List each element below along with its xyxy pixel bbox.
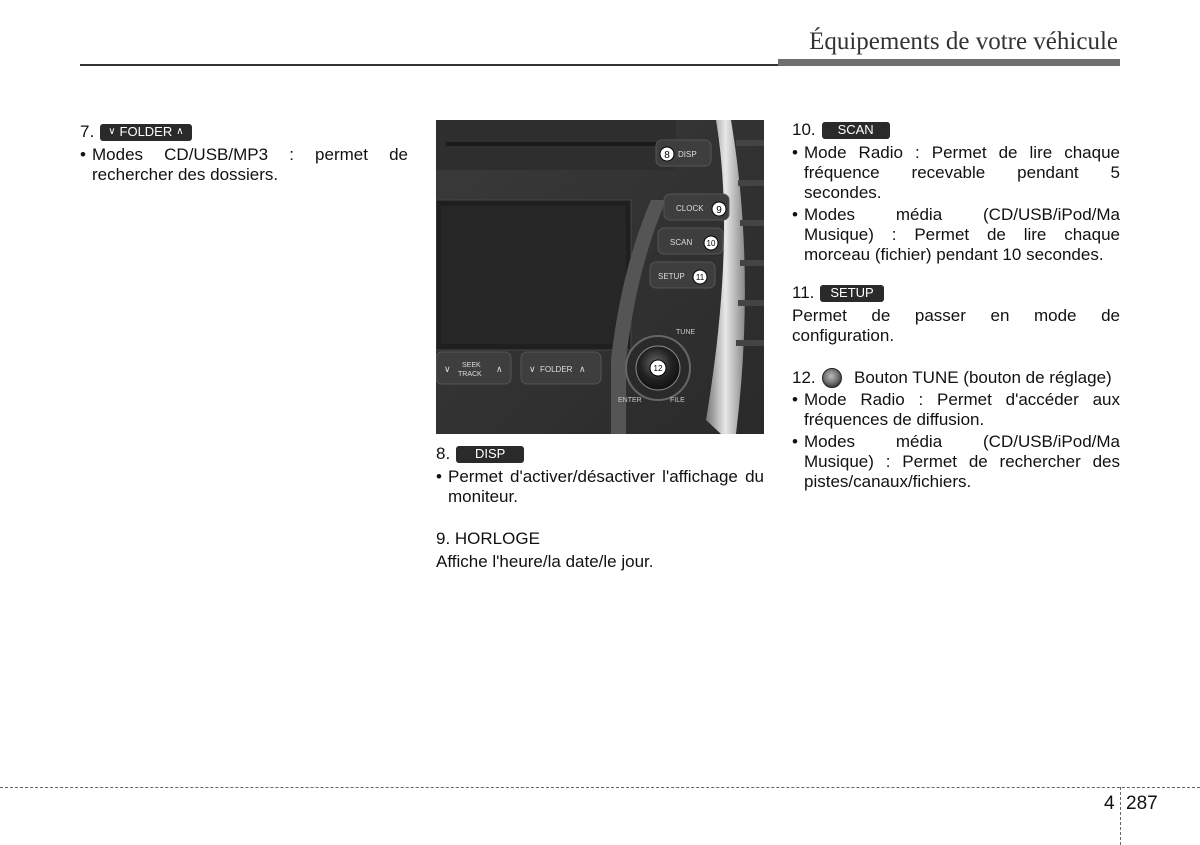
chevron-up-icon: ∧ — [176, 126, 184, 137]
footer-divider — [1120, 787, 1121, 845]
scan-button-label: SCAN — [822, 122, 890, 139]
item-7-number: 7. — [80, 122, 95, 141]
setup-button-label: SETUP — [820, 285, 883, 302]
item-12-bullet-2: Modes média (CD/USB/iPod/Ma Musique) : Permet de rechercher des pistes/canaux/fichiers. — [804, 432, 1120, 491]
list-item: • Mode Radio : Permet de lire chaque fréquence recevable pendant 5 secondes. — [792, 143, 1120, 202]
marker-11: 11 — [695, 273, 705, 282]
item-8-bullet-1: Permet d'activer/désactiver l'affichage du moniteur. — [448, 467, 764, 506]
right-column — [792, 120, 1120, 492]
scan-label: SCAN — [670, 238, 693, 247]
disp-button-label: DISP — [456, 446, 524, 463]
seek-label: SEEK — [462, 362, 481, 369]
list-item: • Modes média (CD/USB/iPod/Ma Musique) : Permet de rechercher des pistes/canaux/fichiers. — [792, 432, 1120, 491]
svg-text:∧: ∧ — [579, 364, 586, 374]
marker-12: 12 — [653, 364, 663, 373]
item-12-text: Bouton TUNE (bouton de réglage) — [854, 368, 1112, 387]
item-11-heading — [792, 283, 1120, 303]
item-11-text: Permet de passer en mode de configuration. — [792, 306, 1120, 345]
item-12-bullet-1: Mode Radio : Permet d'accéder aux fréquences de diffusion. — [804, 390, 1120, 429]
setup-label: SETUP — [658, 272, 685, 281]
tune-label: TUNE — [676, 329, 696, 336]
item-10-bullet-1: Mode Radio : Permet de lire chaque fréquence recevable pendant 5 secondes. — [804, 143, 1120, 202]
middle-column — [436, 444, 764, 572]
list-item: • Modes CD/USB/MP3 : permet de rechercher des dossiers. — [80, 145, 408, 184]
enter-label: ENTER — [618, 397, 642, 404]
list-item: • Mode Radio : Permet d'accéder aux fréquences de diffusion. — [792, 390, 1120, 429]
item-10-heading — [792, 120, 1120, 140]
svg-text:∨: ∨ — [529, 364, 536, 374]
track-label: TRACK — [458, 371, 482, 378]
tune-knob-icon — [822, 368, 842, 388]
folder-panel-label: FOLDER — [540, 365, 573, 374]
item-11-number: 11. — [792, 283, 815, 302]
header-rule — [80, 64, 780, 66]
item-8-heading — [436, 444, 764, 464]
footer-rule — [0, 787, 1200, 788]
left-column — [80, 122, 408, 185]
svg-text:∨: ∨ — [444, 364, 451, 374]
item-10-bullet-2: Modes média (CD/USB/iPod/Ma Musique) : Permet de lire chaque morceau (fichier) pendant 10 secondes. — [804, 205, 1120, 264]
marker-8: 8 — [664, 150, 670, 161]
clock-label: CLOCK — [676, 204, 704, 213]
folder-button-label: ∨ FOLDER ∧ — [100, 124, 191, 141]
svg-text:∧: ∧ — [496, 364, 503, 374]
item-12-heading — [792, 368, 1120, 388]
disp-label: DISP — [678, 150, 697, 159]
list-item: • Permet d'activer/désactiver l'affichage du moniteur. — [436, 467, 764, 506]
chapter-number: 4 — [1104, 793, 1115, 814]
item-9-heading: 9. HORLOGE — [436, 529, 540, 548]
item-7-heading — [80, 122, 408, 142]
audio-control-panel-image — [436, 120, 764, 434]
file-label: FILE — [670, 397, 685, 404]
item-12-number: 12. — [792, 368, 816, 387]
item-9-text: Affiche l'heure/la date/le jour. — [436, 552, 654, 571]
chevron-down-icon: ∨ — [108, 126, 116, 137]
item-10-number: 10. — [792, 120, 816, 139]
marker-10: 10 — [706, 239, 716, 248]
header-accent-bar — [778, 59, 1120, 66]
item-8-number: 8. — [436, 444, 451, 463]
item-7-bullet-1: Modes CD/USB/MP3 : permet de rechercher des dossiers. — [92, 145, 408, 184]
page-header-title: Équipements de votre véhicule — [809, 28, 1118, 55]
marker-9: 9 — [716, 205, 722, 216]
page-number: 287 — [1126, 793, 1158, 814]
list-item: • Modes média (CD/USB/iPod/Ma Musique) : Permet de lire chaque morceau (fichier) pendant 10 secondes. — [792, 205, 1120, 264]
